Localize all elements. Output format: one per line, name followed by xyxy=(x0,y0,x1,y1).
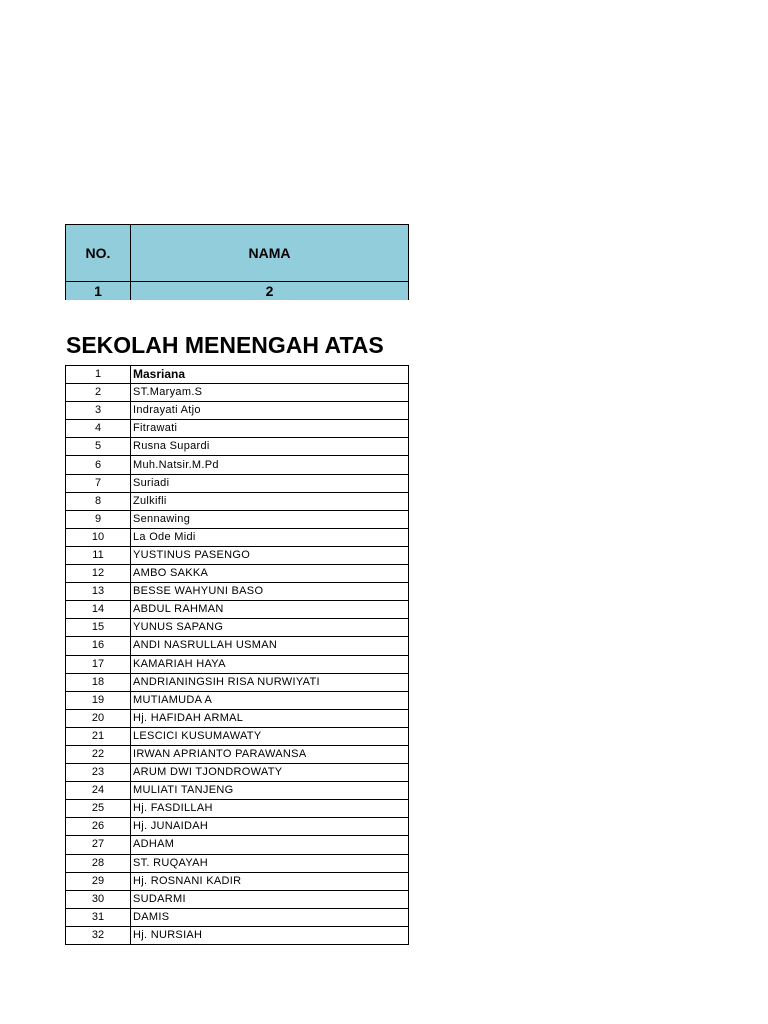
row-name: SUDARMI xyxy=(131,890,409,908)
row-name: KAMARIAH HAYA xyxy=(131,655,409,673)
row-number: 4 xyxy=(66,420,131,438)
row-name: YUSTINUS PASENGO xyxy=(131,546,409,564)
row-name: Hj. HAFIDAH ARMAL xyxy=(131,709,409,727)
header-row xyxy=(66,225,409,282)
table-row xyxy=(66,655,409,673)
column-number-1: 1 xyxy=(66,282,131,301)
name-list-table xyxy=(65,365,409,945)
table-row xyxy=(66,420,409,438)
row-number: 32 xyxy=(66,926,131,944)
row-number: 14 xyxy=(66,601,131,619)
row-number: 11 xyxy=(66,546,131,564)
table-row xyxy=(66,546,409,564)
row-name: Sennawing xyxy=(131,510,409,528)
row-name: Masriana xyxy=(131,366,409,384)
table-row xyxy=(66,402,409,420)
row-name: Rusna Supardi xyxy=(131,438,409,456)
row-name: ST.Maryam.S xyxy=(131,384,409,402)
row-number: 21 xyxy=(66,727,131,745)
row-name: Indrayati Atjo xyxy=(131,402,409,420)
row-number: 19 xyxy=(66,691,131,709)
table-row xyxy=(66,637,409,655)
table-row xyxy=(66,745,409,763)
table-row xyxy=(66,926,409,944)
row-number: 24 xyxy=(66,782,131,800)
row-name: Fitrawati xyxy=(131,420,409,438)
row-name: ANDRIANINGSIH RISA NURWIYATI xyxy=(131,673,409,691)
row-number: 25 xyxy=(66,800,131,818)
row-number: 16 xyxy=(66,637,131,655)
row-name: Hj. JUNAIDAH xyxy=(131,818,409,836)
table-row xyxy=(66,673,409,691)
table-row xyxy=(66,366,409,384)
row-number: 7 xyxy=(66,474,131,492)
table-row xyxy=(66,510,409,528)
row-name: ANDI NASRULLAH USMAN xyxy=(131,637,409,655)
row-number: 2 xyxy=(66,384,131,402)
row-number: 26 xyxy=(66,818,131,836)
table-row xyxy=(66,619,409,637)
table-row xyxy=(66,474,409,492)
table-row xyxy=(66,528,409,546)
row-number: 15 xyxy=(66,619,131,637)
column-header-table xyxy=(65,224,409,300)
table-row xyxy=(66,800,409,818)
table-row xyxy=(66,438,409,456)
row-name: ARUM DWI TJONDROWATY xyxy=(131,764,409,782)
table-row xyxy=(66,764,409,782)
table-row xyxy=(66,890,409,908)
row-name: ABDUL RAHMAN xyxy=(131,601,409,619)
row-number: 5 xyxy=(66,438,131,456)
row-number: 13 xyxy=(66,583,131,601)
table-row xyxy=(66,583,409,601)
row-name: IRWAN APRIANTO PARAWANSA xyxy=(131,745,409,763)
row-name: ADHAM xyxy=(131,836,409,854)
table-row xyxy=(66,691,409,709)
row-number: 17 xyxy=(66,655,131,673)
table-row xyxy=(66,836,409,854)
row-number: 1 xyxy=(66,366,131,384)
table-row xyxy=(66,854,409,872)
row-name: Suriadi xyxy=(131,474,409,492)
table-row xyxy=(66,908,409,926)
section-title: SEKOLAH MENENGAH ATAS xyxy=(66,332,384,358)
row-name: ST. RUQAYAH xyxy=(131,854,409,872)
table-row xyxy=(66,782,409,800)
table-row xyxy=(66,384,409,402)
header-no: NO. xyxy=(66,225,131,282)
row-number: 8 xyxy=(66,492,131,510)
row-number: 27 xyxy=(66,836,131,854)
row-name: Hj. FASDILLAH xyxy=(131,800,409,818)
row-name: DAMIS xyxy=(131,908,409,926)
row-number: 18 xyxy=(66,673,131,691)
table-row xyxy=(66,872,409,890)
row-name: MULIATI TANJENG xyxy=(131,782,409,800)
row-name: Hj. NURSIAH xyxy=(131,926,409,944)
row-number: 20 xyxy=(66,709,131,727)
row-name: BESSE WAHYUNI BASO xyxy=(131,583,409,601)
table-row xyxy=(66,456,409,474)
row-name: YUNUS SAPANG xyxy=(131,619,409,637)
row-number: 28 xyxy=(66,854,131,872)
row-name: La Ode Midi xyxy=(131,528,409,546)
table-row xyxy=(66,601,409,619)
column-number-row xyxy=(66,282,409,301)
row-number: 12 xyxy=(66,565,131,583)
row-name: Hj. ROSNANI KADIR xyxy=(131,872,409,890)
row-number: 31 xyxy=(66,908,131,926)
row-number: 30 xyxy=(66,890,131,908)
row-number: 23 xyxy=(66,764,131,782)
header-nama: NAMA xyxy=(131,225,409,282)
row-number: 29 xyxy=(66,872,131,890)
table-row xyxy=(66,492,409,510)
row-name: AMBO SAKKA xyxy=(131,565,409,583)
row-number: 6 xyxy=(66,456,131,474)
row-number: 3 xyxy=(66,402,131,420)
table-row xyxy=(66,727,409,745)
row-number: 10 xyxy=(66,528,131,546)
row-name: Muh.Natsir.M.Pd xyxy=(131,456,409,474)
table-row xyxy=(66,818,409,836)
row-name: Zulkifli xyxy=(131,492,409,510)
row-number: 22 xyxy=(66,745,131,763)
column-number-2: 2 xyxy=(131,282,409,301)
table-row xyxy=(66,709,409,727)
table-row xyxy=(66,565,409,583)
row-name: MUTIAMUDA A xyxy=(131,691,409,709)
row-number: 9 xyxy=(66,510,131,528)
row-name: LESCICI KUSUMAWATY xyxy=(131,727,409,745)
